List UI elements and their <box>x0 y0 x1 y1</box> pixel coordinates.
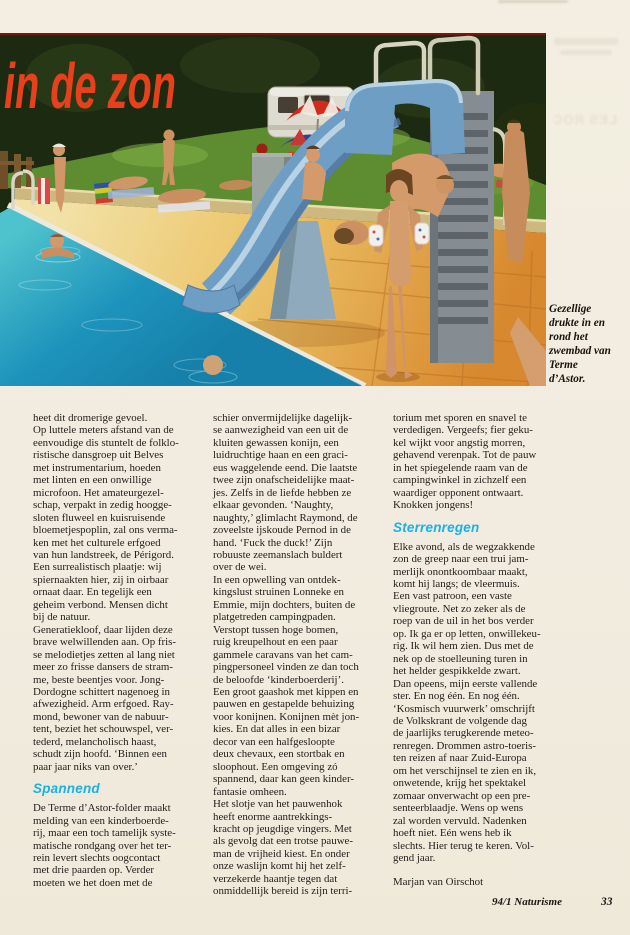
caption-line: Gezellige <box>549 303 592 315</box>
body-line: schudt zijn hoofd. ‘Binnen een <box>33 748 167 761</box>
body-line: roep van de uil in het bos verder <box>393 615 534 628</box>
body-line: man de vrijheid kiest. En onder <box>213 847 350 860</box>
body-line: me, beste beentjes voor. Jong- <box>33 673 165 686</box>
body-line: pingpersoneel vinden ze dan toch <box>213 661 359 674</box>
red-float <box>257 144 268 155</box>
body-line: slechts. Hier terug te keren. Vol- <box>393 839 534 852</box>
body-line: De Terme d’Astor-folder maakt <box>33 802 171 815</box>
body-line: Knokken jongens! <box>393 499 474 512</box>
caption-line: d’Astor. <box>549 372 586 385</box>
body-line: tent, beziet het schouwspel, ver- <box>33 723 174 736</box>
body-line: geheim verbond. Mensen dicht <box>33 598 168 611</box>
body-line: hoeft niet. Eén wens heb ik <box>393 827 512 840</box>
body-line: Het slotje van het pauwenhok <box>213 798 343 811</box>
body-line: platgetreden campingpaden. <box>213 611 336 624</box>
body-line: kies. En dat alles in een bizar <box>213 723 341 736</box>
body-line: afwezigheid. Arm erfgoed. Ray- <box>33 698 174 711</box>
body-line: als gevolg dat een trotse pauwe- <box>213 835 354 848</box>
caption-line: rond het <box>549 330 588 343</box>
body-line: paar jaar niks van over.’ <box>33 760 138 773</box>
byline: Marjan van Oirschot <box>393 876 484 889</box>
body-line: gammele caravans van het cam- <box>213 648 353 661</box>
body-line: kluiten gewassen konijn, een <box>213 436 339 449</box>
body-line: spannend, daar kan geen kinder- <box>213 773 354 786</box>
body-line: de jaarlijks terugkerende meteo- <box>393 727 534 740</box>
body-line: Een vast patroon, een vaste <box>393 590 512 603</box>
body-line: gend jaar. <box>393 851 436 864</box>
caption-line: drukte in en <box>549 316 605 329</box>
print-showthrough <box>498 0 568 3</box>
body-line: van hun landstreek, de Périgord. <box>33 548 174 561</box>
body-line: mond, bewoner van de nabuur- <box>33 710 169 723</box>
body-line: rij, maar een toch tamelijk syste- <box>33 827 176 840</box>
body-line: voor konijnen. Konijnen mèt jon- <box>213 710 360 723</box>
body-line: zomaar onverwacht op een pre- <box>393 789 531 802</box>
caption-line: Terme <box>549 358 578 371</box>
body-line: se melodietjes zetten al lang niet <box>33 648 175 661</box>
body-line: Verstopt tussen hoge bomen, <box>213 623 339 636</box>
body-line: rig. Ik wil hem zien. Dus met de <box>393 640 534 653</box>
pool-photo <box>0 33 546 386</box>
body-line: komt hij langs; de vleermuis. <box>393 577 520 590</box>
body-line: Een groot gaashok met kippen en <box>213 685 359 698</box>
caption-line: zwembad van <box>549 344 611 357</box>
article-column-1 <box>33 412 211 889</box>
body-line: Dordogne schittert nagenoeg in <box>33 685 170 698</box>
body-line: Dan opeens, mijn eerste vallende <box>393 677 538 690</box>
body-line: fantasie omheen. <box>213 785 287 798</box>
body-line: bij de natuur. <box>33 611 91 624</box>
body-line: met drie paarden op. Verder <box>33 864 155 877</box>
body-line: matische rondgang over het ter- <box>33 839 172 852</box>
body-line: met linten en een onwillige <box>33 474 152 487</box>
article-title: in de zon <box>4 50 176 122</box>
article-column-3 <box>393 412 571 889</box>
body-line: elkaar gevonden. ‘Naughty, <box>213 499 334 512</box>
photo-top-rule <box>0 33 546 35</box>
body-line: torium met sporen en snavel te <box>393 412 527 424</box>
body-line: twee zijn onafscheidelijke maat- <box>213 474 355 487</box>
body-line: sloten fluweel en kuisruisende <box>33 511 166 524</box>
body-line: zoveelste ijskoude Pernod in de <box>213 524 351 537</box>
body-line: kracht op jeugdige vingers. Met <box>213 822 352 835</box>
body-line: jes. Zelfs in de liefde hebben ze <box>213 486 352 499</box>
body-line: bloemetjespoplin, zal ons verma- <box>33 524 178 537</box>
section-heading: Spannend <box>33 781 100 797</box>
body-line: schap, verpakt in zedig hoogge- <box>33 499 172 512</box>
body-line: de Volkskrant de volgende dag <box>393 714 527 727</box>
body-line: over de wei. <box>213 561 267 574</box>
body-line: op. Ik ga er op letten, onwillekeu- <box>393 627 541 640</box>
body-line: decor van een halfgesloopte <box>213 735 335 748</box>
body-line: spiernaakten hier, zij in oirbaar <box>33 573 169 586</box>
print-showthrough <box>554 38 618 45</box>
body-line: met instrumentarium, hoeden <box>33 461 161 474</box>
body-line: Elke avond, als de wegzakkende <box>393 540 535 553</box>
body-line: ristische dansgroep uit Belves <box>33 449 164 462</box>
body-line: robuuste zeemanslach buldert <box>213 548 343 561</box>
body-line: naughty,’ glimlacht Raymond, de <box>213 511 358 524</box>
body-line: het helder gespikkelde zwart. <box>393 665 521 678</box>
body-line: renregen. Drommen astro-toeris- <box>393 739 537 752</box>
body-line: schier onvermijdelijke dagelijk- <box>213 412 353 424</box>
body-line: ten reizen af naar Zuid-Europa <box>393 752 527 765</box>
body-line: pauwen en gestapelde behuizing <box>213 698 355 711</box>
body-line: waardiger opponent ontwaart. <box>393 486 524 499</box>
photo-caption <box>549 303 625 386</box>
body-line: heet dit dromerige gevoel. <box>33 412 148 424</box>
body-line: kel wijkt voor angstig morren, <box>393 436 526 449</box>
body-line: luidruchtige haan en een graci- <box>213 449 348 462</box>
body-line: zal worden vervuld. Nadenken <box>393 814 527 827</box>
footer-page-number: 33 <box>601 896 613 908</box>
body-line: heeft enorme aantrekkings- <box>213 810 333 823</box>
body-line: ‘Kosmisch vuurwerk’ omschrijft <box>393 702 535 715</box>
body-line: in het spiegelende raam van de <box>393 461 528 474</box>
body-line: Generatiekloof, daar lijden deze <box>33 623 173 636</box>
body-line: microfoon. Het amateurgezel- <box>33 486 164 499</box>
section-heading: Sterrenregen <box>393 519 480 535</box>
body-line: onze waslijn komt hij het zelf- <box>213 860 346 873</box>
body-line: zon de greep naar een trui jam- <box>393 553 529 566</box>
body-line: Op luttele meters afstand van de <box>33 424 174 437</box>
body-line: onwetende, krijg het spektakel <box>393 777 527 790</box>
body-line: moeten we het doen met de <box>33 876 153 889</box>
print-showthrough <box>560 50 612 55</box>
spacer <box>393 864 571 876</box>
article-column-2 <box>213 412 391 898</box>
body-line: de beloofde ‘kinderboerderij’. <box>213 673 344 686</box>
print-showthrough: LES ROC <box>552 112 617 127</box>
body-line: eenvoudige dis stuntelt de folklo- <box>33 436 179 449</box>
body-line: ornaat daar. En tegelijk een <box>33 586 152 599</box>
footer-issue: 94/1 Naturisme <box>492 896 562 908</box>
body-line: kingslust struinen Lonneke en <box>213 586 344 599</box>
body-line: ken met het culturele erfgoed <box>33 536 161 549</box>
body-line: eus waggelende eend. Die laatste <box>213 461 358 474</box>
body-line: merlijk onontkoombaar maakt, <box>393 565 528 578</box>
body-line: hand. ‘Fuck the duck!’ Zijn <box>213 536 333 549</box>
body-line: rein levert slechts oogcontact <box>33 851 161 864</box>
body-line: ster. En nog één. En nog één. <box>393 690 520 703</box>
body-line: vliegroute. Net zo zeker als de <box>393 602 526 615</box>
body-line: onmiddellijk bereid is zijn terri- <box>213 885 353 898</box>
body-line: se aanwezigheid van een uit de <box>213 424 349 437</box>
body-line: ruig kreupelhout en een paar <box>213 636 338 649</box>
body-line: tederd, melancholisch haast, <box>33 735 157 748</box>
body-line: In een opwelling van ontdek- <box>213 573 341 586</box>
body-line: campingwinkel in zichzelf een <box>393 474 527 487</box>
body-line: Een surrealistisch plaatje: wij <box>33 561 162 574</box>
body-line: meer zo frisse dansers de stram- <box>33 661 174 674</box>
body-line: Emmie, mijn dochters, buiten de <box>213 598 356 611</box>
body-line: melding van een kinderboerde- <box>33 814 169 827</box>
body-line: brave welwillenden aan. Op fris- <box>33 636 177 649</box>
body-line: verzekerde haantje tegen dat <box>213 872 338 885</box>
body-line: senteerblaadje. Wens op wens <box>393 802 524 815</box>
body-line: verdedigen. Vergeefs; fier geku- <box>393 424 533 437</box>
body-line: gehavend verenpak. Tot de pauw <box>393 449 537 462</box>
body-line: om het verschijnsel te zien en ik, <box>393 764 537 777</box>
body-line: sloophout. Een omgeving zó <box>213 760 338 773</box>
body-line: deux chevaux, een stortbak en <box>213 748 345 761</box>
body-line: nek op de stoelleuning turen in <box>393 652 528 665</box>
